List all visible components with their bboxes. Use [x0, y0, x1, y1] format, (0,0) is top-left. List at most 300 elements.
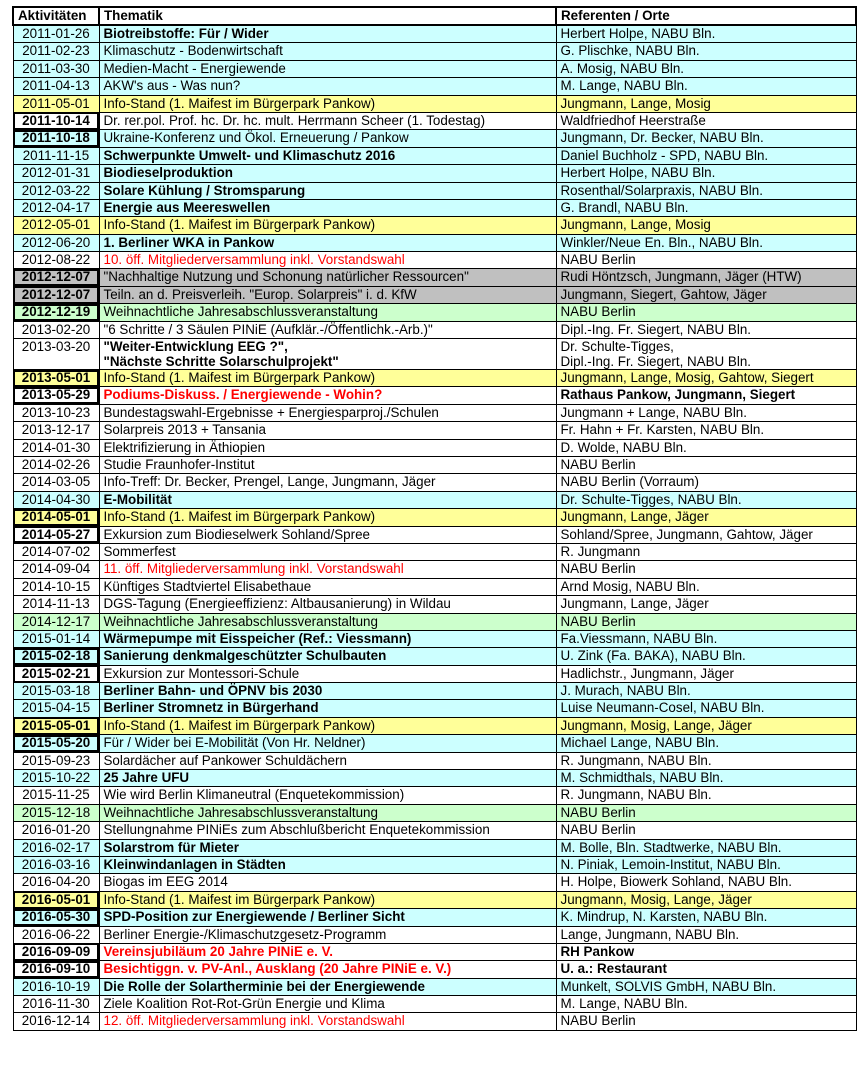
table-row — [13, 439, 856, 456]
table-row — [13, 543, 856, 560]
speaker-place-line: Hadlichstr., Jungmann, Jäger — [560, 665, 734, 681]
topic-cell — [99, 770, 556, 787]
table-row — [13, 456, 856, 473]
speaker-place-cell — [556, 683, 856, 700]
date-cell: 2012-12-07 — [13, 286, 99, 303]
date-cell: 2015-09-23 — [13, 752, 99, 769]
topic-cell — [99, 735, 556, 752]
speaker-place-line: H. Holpe, Biowerk Sohland, NABU Bln. — [560, 874, 792, 890]
topic-line: Exkursion zum Biodieselwerk Sohland/Spree — [103, 526, 370, 542]
date-cell: 2015-02-18 — [13, 648, 99, 665]
speaker-place-line: D. Wolde, NABU Bln. — [560, 439, 687, 455]
speaker-place-cell — [556, 526, 856, 543]
date-cell: 2012-03-22 — [13, 182, 99, 199]
speaker-place-line: NABU Berlin (Vorraum) — [560, 474, 699, 490]
topic-line: Studie Fraunhofer-Institut — [103, 456, 255, 472]
table-row — [13, 78, 856, 95]
topic-line: "Nächste Schritte Solarschulprojekt" — [103, 354, 339, 370]
speaker-place-cell — [556, 578, 856, 595]
table-row — [13, 787, 856, 804]
speaker-place-cell — [556, 339, 856, 370]
speaker-place-cell — [556, 78, 856, 95]
table-row — [13, 112, 856, 129]
date-cell: 2015-11-25 — [13, 787, 99, 804]
topic-line: 12. öff. Mitgliederversammlung inkl. Vorstandswahl — [103, 1013, 405, 1029]
topic-cell — [99, 286, 556, 303]
date-cell: 2013-05-01 — [13, 370, 99, 387]
speaker-place-line: R. Jungmann — [560, 543, 641, 559]
speaker-place-line: Dr. Schulte-Tigges, — [560, 339, 674, 355]
topic-line: Klimaschutz - Bodenwirtschaft — [103, 43, 283, 59]
date-cell: 2013-03-20 — [13, 339, 99, 370]
topic-line: Info-Stand (1. Maifest im Bürgerpark Pankow) — [103, 717, 376, 733]
topic-cell — [99, 613, 556, 630]
speaker-place-cell — [556, 130, 856, 147]
topic-cell — [99, 683, 556, 700]
topic-line: Für / Wider bei E-Mobilität (Von Hr. Neldner) — [103, 735, 366, 751]
table-row — [13, 491, 856, 508]
topic-cell — [99, 474, 556, 491]
speaker-place-line: Jungmann + Lange, NABU Bln. — [560, 404, 747, 420]
speaker-place-line: M. Lange, NABU Bln. — [560, 996, 688, 1012]
topic-line: Teiln. an d. Preisverleih. "Europ. Solarpreis" i. d. KfW — [103, 286, 417, 302]
topic-line: 11. öff. Mitgliederversammlung inkl. Vorstandswahl — [103, 561, 404, 577]
speaker-place-line: NABU Berlin — [560, 804, 636, 820]
table-row — [13, 804, 856, 821]
table-row — [13, 25, 856, 43]
date-cell: 2015-10-22 — [13, 770, 99, 787]
table-row — [13, 578, 856, 595]
speaker-place-line: Waldfriedhof Heerstraße — [560, 112, 706, 128]
topic-line: Info-Treff: Dr. Becker, Prengel, Lange, Jungmann, Jäger — [103, 474, 436, 490]
date-cell: 2011-03-30 — [13, 60, 99, 77]
speaker-place-line: R. Jungmann, NABU Bln. — [560, 787, 712, 803]
date-cell: 2016-12-14 — [13, 1013, 99, 1030]
topic-cell — [99, 822, 556, 839]
topic-line: Biotreibstoffe: Für / Wider — [103, 26, 269, 41]
speaker-place-cell — [556, 770, 856, 787]
topic-line: "Nachhaltige Nutzung und Schonung natürlicher Ressourcen" — [103, 269, 469, 285]
table-row — [13, 147, 856, 164]
topic-line: Weihnachtliche Jahresabschlussveranstaltung — [103, 304, 378, 320]
table-row — [13, 735, 856, 752]
date-cell: 2016-05-30 — [13, 909, 99, 926]
speaker-place-cell — [556, 648, 856, 665]
speaker-place-line: Winkler/Neue En. Bln., NABU Bln. — [560, 234, 763, 250]
topic-cell — [99, 856, 556, 873]
topic-line: Ziele Koalition Rot-Rot-Grün Energie und Klima — [103, 996, 385, 1012]
topic-cell — [99, 339, 556, 370]
speaker-place-cell — [556, 491, 856, 508]
topic-line: Biodieselproduktion — [103, 165, 233, 181]
table-row — [13, 665, 856, 682]
date-cell: 2013-02-20 — [13, 321, 99, 338]
speaker-place-line: Rudi Höntzsch, Jungmann, Jäger (HTW) — [560, 269, 802, 285]
topic-cell — [99, 578, 556, 595]
speaker-place-line: Munkelt, SOLVIS GmbH, NABU Bln. — [560, 978, 777, 994]
topic-line: Elektrifizierung in Äthiopien — [103, 439, 266, 455]
table-row — [13, 909, 856, 926]
table-row — [13, 770, 856, 787]
date-cell: 2014-07-02 — [13, 543, 99, 560]
speaker-place-line: Jungmann, Lange, Jäger — [560, 509, 709, 525]
date-cell: 2012-08-22 — [13, 252, 99, 269]
table-row — [13, 387, 856, 404]
date-cell: 2015-12-18 — [13, 804, 99, 821]
table-row — [13, 926, 856, 943]
speaker-place-line: Rathaus Pankow, Jungmann, Siegert — [560, 387, 796, 403]
date-cell: 2014-05-27 — [13, 526, 99, 543]
table-row — [13, 370, 856, 387]
speaker-place-line: N. Piniak, Lemoin-Institut, NABU Bln. — [560, 856, 781, 872]
topic-cell — [99, 543, 556, 560]
speaker-place-line: Herbert Holpe, NABU Bln. — [560, 26, 716, 41]
speaker-place-cell — [556, 996, 856, 1013]
speaker-place-cell — [556, 60, 856, 77]
speaker-place-cell — [556, 717, 856, 734]
topic-line: Info-Stand (1. Maifest im Bürgerpark Pankow) — [103, 509, 376, 525]
table-row — [13, 252, 856, 269]
date-cell: 2014-05-01 — [13, 509, 99, 526]
table-row — [13, 286, 856, 303]
speaker-place-cell — [556, 735, 856, 752]
date-cell: 2016-06-22 — [13, 926, 99, 943]
topic-cell — [99, 526, 556, 543]
topic-line: Info-Stand (1. Maifest im Bürgerpark Pankow) — [103, 370, 376, 386]
topic-line: Die Rolle der Solartherminie bei der Energiewende — [103, 978, 425, 994]
speaker-place-line: NABU Berlin — [560, 252, 636, 268]
topic-line: 1. Berliner WKA in Pankow — [103, 234, 275, 250]
date-cell: 2015-05-20 — [13, 735, 99, 752]
topic-line: Sanierung denkmalgeschützter Schulbauten — [103, 648, 387, 664]
topic-line: Wärmepumpe mit Eisspeicher (Ref.: Viessmann) — [103, 630, 412, 646]
topic-line: Medien-Macht - Energiewende — [103, 60, 286, 76]
table-row — [13, 304, 856, 321]
speaker-place-line: Fr. Hahn + Fr. Karsten, NABU Bln. — [560, 422, 765, 438]
topic-cell — [99, 630, 556, 647]
speaker-place-cell — [556, 387, 856, 404]
topic-cell — [99, 43, 556, 60]
date-cell: 2014-10-15 — [13, 578, 99, 595]
topic-cell — [99, 648, 556, 665]
topic-line: 10. öff. Mitgliederversammlung inkl. Vorstandswahl — [103, 252, 405, 268]
speaker-place-line: Dipl.-Ing. Fr. Siegert, NABU Bln. — [560, 321, 752, 337]
speaker-place-line: Jungmann, Dr. Becker, NABU Bln. — [560, 130, 764, 146]
header-speakers-places: Referenten / Orte — [556, 7, 856, 25]
speaker-place-cell — [556, 286, 856, 303]
topic-cell — [99, 78, 556, 95]
topic-line: Solardächer auf Pankower Schuldächern — [103, 752, 347, 768]
speaker-place-cell — [556, 422, 856, 439]
table-row — [13, 130, 856, 147]
speaker-place-cell — [556, 804, 856, 821]
topic-cell — [99, 182, 556, 199]
topic-cell — [99, 234, 556, 251]
table-row — [13, 961, 856, 978]
date-cell: 2011-05-01 — [13, 95, 99, 112]
speaker-place-cell — [556, 596, 856, 613]
date-cell: 2016-10-19 — [13, 978, 99, 995]
topic-cell — [99, 165, 556, 182]
speaker-place-cell — [556, 217, 856, 234]
topic-cell — [99, 839, 556, 856]
topic-line: "Weiter-Entwicklung EEG ?", — [103, 339, 288, 355]
date-cell: 2014-03-05 — [13, 474, 99, 491]
speaker-place-line: NABU Berlin — [560, 822, 636, 838]
speaker-place-cell — [556, 404, 856, 421]
topic-line: Solarstrom für Mieter — [103, 839, 239, 855]
table-row — [13, 891, 856, 908]
date-cell: 2016-05-01 — [13, 891, 99, 908]
speaker-place-cell — [556, 112, 856, 129]
speaker-place-line: Jungmann, Siegert, Gahtow, Jäger — [560, 286, 767, 302]
date-cell: 2016-02-17 — [13, 839, 99, 856]
date-cell: 2015-02-21 — [13, 665, 99, 682]
topic-line: SPD-Position zur Energiewende / Berliner Sicht — [103, 909, 405, 925]
topic-cell — [99, 439, 556, 456]
speaker-place-cell — [556, 370, 856, 387]
topic-line: Weihnachtliche Jahresabschlussveranstaltung — [103, 804, 378, 820]
speaker-place-cell — [556, 839, 856, 856]
topic-cell — [99, 961, 556, 978]
date-cell: 2013-10-23 — [13, 404, 99, 421]
table-row — [13, 874, 856, 891]
speaker-place-line: NABU Berlin — [560, 304, 636, 320]
date-cell: 2012-12-07 — [13, 269, 99, 286]
speaker-place-line: M. Bolle, Bln. Stadtwerke, NABU Bln. — [560, 839, 782, 855]
topic-line: Schwerpunkte Umwelt- und Klimaschutz 2016 — [103, 147, 396, 163]
table-row — [13, 95, 856, 112]
table-row — [13, 526, 856, 543]
date-cell: 2011-01-26 — [13, 25, 99, 43]
date-cell: 2016-09-10 — [13, 961, 99, 978]
table-row — [13, 234, 856, 251]
header-activities: Aktivitäten — [13, 7, 99, 25]
speaker-place-line: U. Zink (Fa. BAKA), NABU Bln. — [560, 648, 746, 664]
speaker-place-line: RH Pankow — [560, 943, 635, 959]
speaker-place-cell — [556, 252, 856, 269]
date-cell: 2014-12-17 — [13, 613, 99, 630]
topic-cell — [99, 909, 556, 926]
topic-line: Exkursion zur Montessori-Schule — [103, 665, 300, 681]
header-row — [13, 7, 856, 25]
speaker-place-line: Sohland/Spree, Jungmann, Gahtow, Jäger — [560, 526, 813, 542]
speaker-place-cell — [556, 909, 856, 926]
speaker-place-line: Michael Lange, NABU Bln. — [560, 735, 720, 751]
topic-line: Weihnachtliche Jahresabschlussveranstaltung — [103, 613, 378, 629]
table-row — [13, 978, 856, 995]
topic-line: Biogas im EEG 2014 — [103, 874, 228, 890]
speaker-place-cell — [556, 630, 856, 647]
table-row — [13, 509, 856, 526]
speaker-place-cell — [556, 561, 856, 578]
speaker-place-cell — [556, 147, 856, 164]
date-cell: 2011-11-15 — [13, 147, 99, 164]
topic-line: Info-Stand (1. Maifest im Bürgerpark Pankow) — [103, 217, 376, 233]
topic-cell — [99, 147, 556, 164]
date-cell: 2016-01-20 — [13, 822, 99, 839]
table-row — [13, 474, 856, 491]
table-body — [13, 25, 856, 1030]
table-row — [13, 217, 856, 234]
table-row — [13, 822, 856, 839]
date-cell: 2014-09-04 — [13, 561, 99, 578]
table-header — [13, 7, 856, 25]
table-row — [13, 321, 856, 338]
date-cell: 2012-01-31 — [13, 165, 99, 182]
date-cell: 2013-05-29 — [13, 387, 99, 404]
topic-line: Berliner Bahn- und ÖPNV bis 2030 — [103, 683, 323, 699]
table-row — [13, 404, 856, 421]
date-cell: 2014-01-30 — [13, 439, 99, 456]
date-cell: 2012-12-19 — [13, 304, 99, 321]
speaker-place-line: M. Lange, NABU Bln. — [560, 78, 688, 94]
speaker-place-line: Herbert Holpe, NABU Bln. — [560, 165, 716, 181]
topic-cell — [99, 422, 556, 439]
date-cell: 2015-04-15 — [13, 700, 99, 717]
speaker-place-cell — [556, 304, 856, 321]
topic-cell — [99, 404, 556, 421]
speaker-place-line: A. Mosig, NABU Bln. — [560, 60, 685, 76]
date-cell: 2016-03-16 — [13, 856, 99, 873]
topic-cell — [99, 996, 556, 1013]
topic-cell — [99, 891, 556, 908]
topic-cell — [99, 717, 556, 734]
date-cell: 2015-05-01 — [13, 717, 99, 734]
topic-line: 25 Jahre UFU — [103, 770, 190, 786]
speaker-place-line: J. Murach, NABU Bln. — [560, 683, 691, 699]
topic-line: Bundestagswahl-Ergebnisse + Energiesparproj./Schulen — [103, 404, 439, 420]
topic-cell — [99, 1013, 556, 1030]
topic-cell — [99, 199, 556, 216]
topic-cell — [99, 752, 556, 769]
speaker-place-cell — [556, 474, 856, 491]
table-row — [13, 182, 856, 199]
table-row — [13, 165, 856, 182]
table-row — [13, 752, 856, 769]
topic-cell — [99, 269, 556, 286]
topic-line: Energie aus Meereswellen — [103, 199, 271, 215]
speaker-place-cell — [556, 165, 856, 182]
date-cell: 2014-04-30 — [13, 491, 99, 508]
speaker-place-cell — [556, 439, 856, 456]
table-row — [13, 561, 856, 578]
table-row — [13, 43, 856, 60]
topic-line: Stellungnahme PINiEs zum Abschlußbericht Enquetekommission — [103, 822, 490, 838]
table-row — [13, 199, 856, 216]
speaker-place-line: NABU Berlin — [560, 456, 636, 472]
topic-cell — [99, 25, 556, 43]
speaker-place-cell — [556, 787, 856, 804]
topic-cell — [99, 787, 556, 804]
topic-line: Kleinwindanlagen in Städten — [103, 856, 286, 872]
speaker-place-cell — [556, 234, 856, 251]
speaker-place-cell — [556, 822, 856, 839]
speaker-place-cell — [556, 961, 856, 978]
speaker-place-line: M. Schmidthals, NABU Bln. — [560, 770, 724, 786]
speaker-place-line: Jungmann, Lange, Mosig, Gahtow, Siegert — [560, 370, 814, 386]
topic-cell — [99, 926, 556, 943]
topic-line: Solarpreis 2013 + Tansania — [103, 422, 266, 438]
topic-cell — [99, 509, 556, 526]
date-cell: 2016-09-09 — [13, 943, 99, 960]
speaker-place-cell — [556, 943, 856, 960]
speaker-place-line: Dipl.-Ing. Fr. Siegert, NABU Bln. — [560, 354, 752, 370]
date-cell: 2014-11-13 — [13, 596, 99, 613]
topic-cell — [99, 561, 556, 578]
speaker-place-line: Jungmann, Lange, Mosig — [560, 95, 711, 111]
speaker-place-line: G. Plischke, NABU Bln. — [560, 43, 700, 59]
speaker-place-cell — [556, 926, 856, 943]
speaker-place-cell — [556, 978, 856, 995]
date-cell: 2011-02-23 — [13, 43, 99, 60]
speaker-place-line: NABU Berlin — [560, 613, 636, 629]
speaker-place-line: U. a.: Restaurant — [560, 961, 667, 977]
table-row — [13, 648, 856, 665]
topic-cell — [99, 456, 556, 473]
speaker-place-cell — [556, 509, 856, 526]
topic-cell — [99, 304, 556, 321]
speaker-place-line: Daniel Buchholz - SPD, NABU Bln. — [560, 147, 769, 163]
topic-cell — [99, 217, 556, 234]
speaker-place-cell — [556, 199, 856, 216]
speaker-place-cell — [556, 856, 856, 873]
table-row — [13, 630, 856, 647]
activities-table — [12, 6, 857, 1031]
date-cell: 2013-12-17 — [13, 422, 99, 439]
speaker-place-cell — [556, 321, 856, 338]
topic-line: Solare Kühlung / Stromsparung — [103, 182, 306, 198]
table-row — [13, 943, 856, 960]
date-cell: 2011-04-13 — [13, 78, 99, 95]
speaker-place-line: Rosenthal/Solarpraxis, NABU Bln. — [560, 182, 763, 198]
date-cell: 2014-02-26 — [13, 456, 99, 473]
speaker-place-line: Jungmann, Mosig, Lange, Jäger — [560, 891, 752, 907]
speaker-place-cell — [556, 874, 856, 891]
topic-line: Ukraine-Konferenz und Ökol. Erneuerung / Pankow — [103, 130, 409, 146]
speaker-place-line: K. Mindrup, N. Karsten, NABU Bln. — [560, 909, 768, 925]
date-cell: 2011-10-14 — [13, 112, 99, 129]
table-row — [13, 613, 856, 630]
speaker-place-cell — [556, 269, 856, 286]
topic-cell — [99, 95, 556, 112]
date-cell: 2012-06-20 — [13, 234, 99, 251]
speaker-place-line: NABU Berlin — [560, 561, 636, 577]
table-row — [13, 422, 856, 439]
speaker-place-line: Lange, Jungmann, NABU Bln. — [560, 926, 740, 942]
topic-line: Podiums-Diskuss. / Energiewende - Wohin? — [103, 387, 383, 403]
topic-cell — [99, 60, 556, 77]
table-row — [13, 839, 856, 856]
topic-cell — [99, 130, 556, 147]
topic-line: Wie wird Berlin Klimaneutral (Enquetekommission) — [103, 787, 405, 803]
topic-cell — [99, 874, 556, 891]
date-cell: 2016-04-20 — [13, 874, 99, 891]
speaker-place-line: G. Brandl, NABU Bln. — [560, 199, 689, 215]
speaker-place-cell — [556, 95, 856, 112]
table-row — [13, 269, 856, 286]
topic-cell — [99, 252, 556, 269]
topic-cell — [99, 321, 556, 338]
speaker-place-cell — [556, 43, 856, 60]
topic-cell — [99, 596, 556, 613]
speaker-place-line: Arnd Mosig, NABU Bln. — [560, 578, 700, 594]
table-row — [13, 1013, 856, 1030]
topic-line: "6 Schritte / 3 Säulen PINiE (Aufklär.-/Öffentlichk.-Arb.)" — [103, 321, 433, 337]
topic-line: DGS-Tagung (Energieeffizienz: Altbausanierung) in Wildau — [103, 596, 451, 612]
speaker-place-cell — [556, 665, 856, 682]
speaker-place-line: NABU Berlin — [560, 1013, 636, 1029]
